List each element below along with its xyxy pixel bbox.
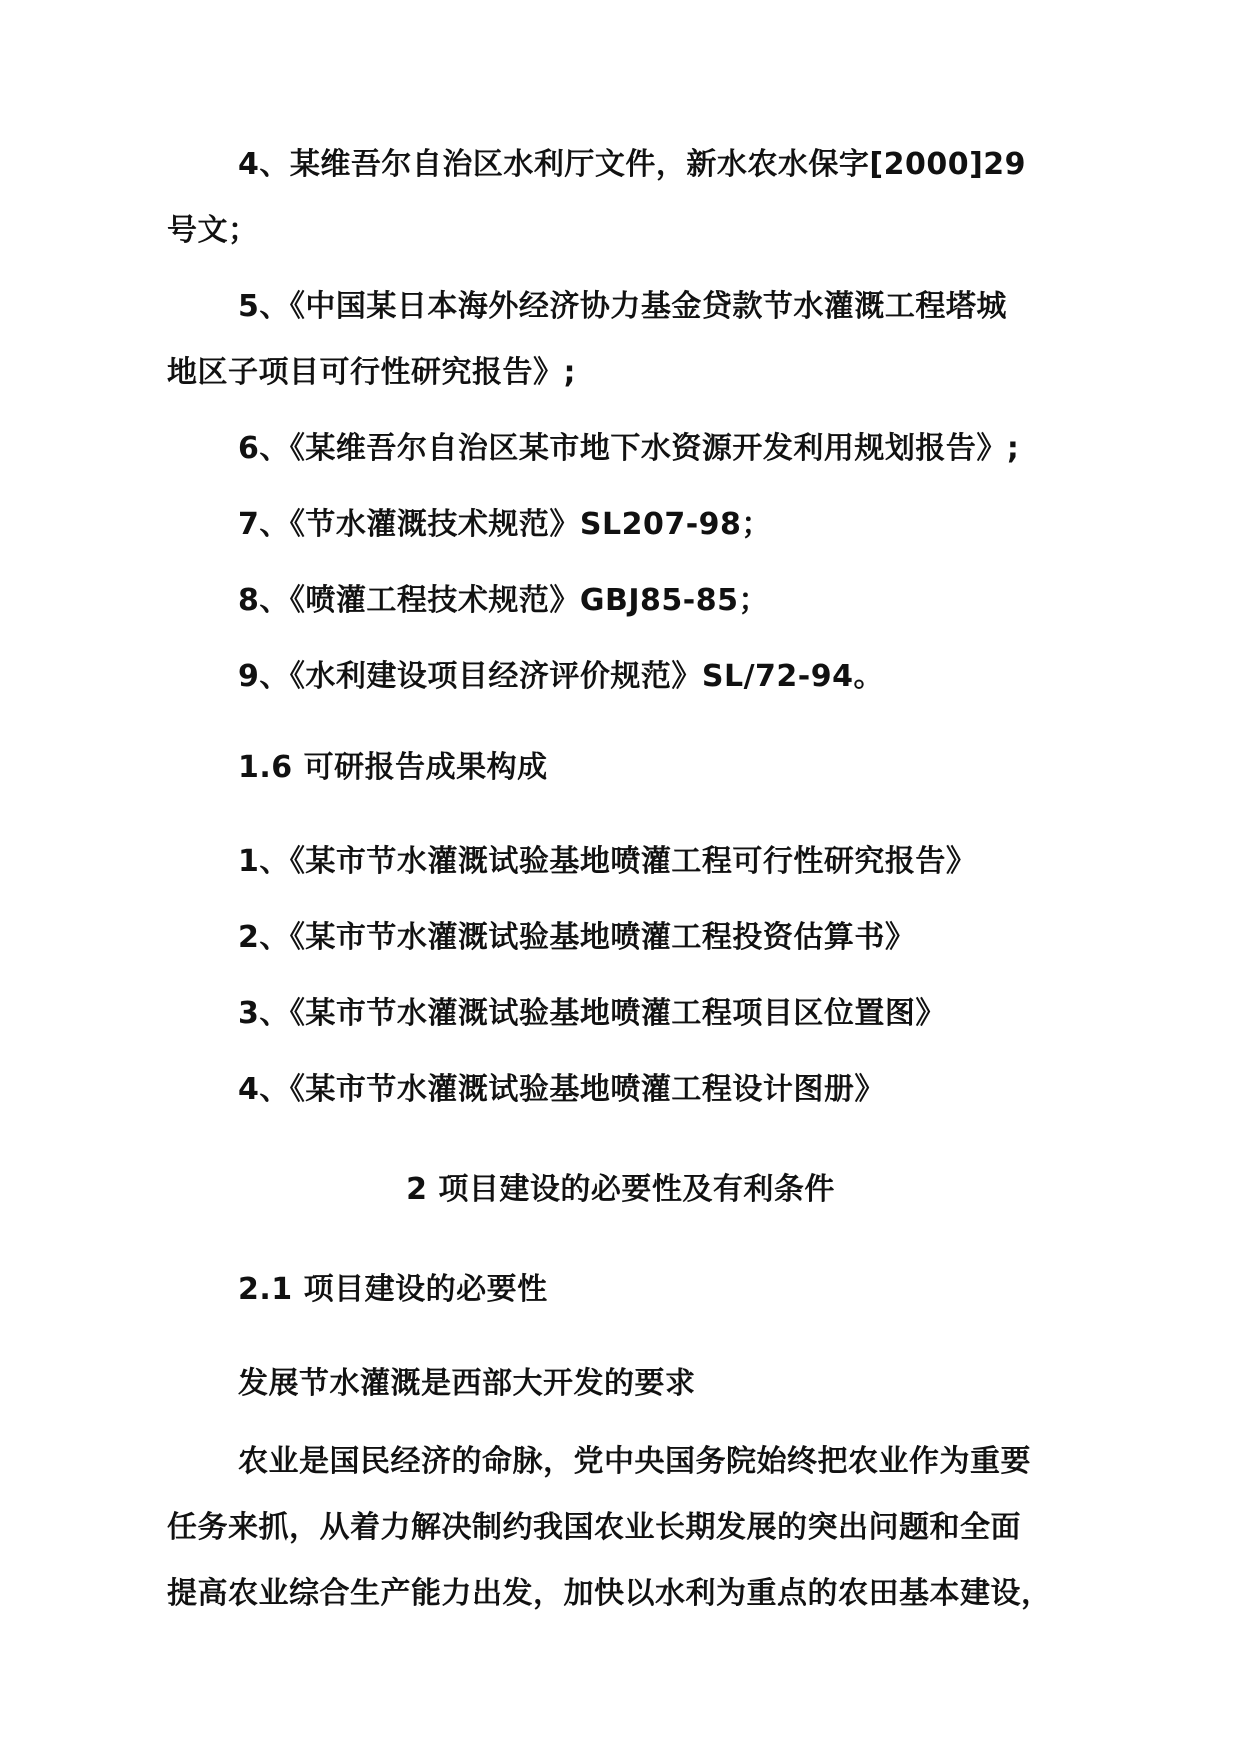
chapter-heading-2: 2 项目建设的必要性及有利条件 (406, 1172, 835, 1207)
section-heading-1-6: 1.6 可研报告成果构成 (238, 750, 548, 785)
body-paragraph-line-2: 任务来抓，从着力解决制约我国农业长期发展的突出问题和全面 (167, 1510, 1021, 1545)
section-heading-2-1: 2.1 项目建设的必要性 (238, 1272, 548, 1307)
reference-item-4-line-1: 4、某维吾尔自治区水利厅文件，新水农水保字[2000]29 (238, 147, 1027, 182)
deliverable-item-2: 2、《某市节水灌溉试验基地喷灌工程投资估算书》 (238, 920, 916, 955)
reference-item-7: 7、《节水灌溉技术规范》SL207-98； (238, 507, 772, 542)
reference-item-5-line-2: 地区子项目可行性研究报告》; (167, 355, 576, 390)
body-paragraph-line-1: 农业是国民经济的命脉，党中央国务院始终把农业作为重要 (238, 1444, 1031, 1479)
body-paragraph-line-3: 提高农业综合生产能力出发，加快以水利为重点的农田基本建设， (167, 1576, 1052, 1611)
reference-item-4-line-2: 号文； (167, 213, 259, 248)
reference-item-8: 8、《喷灌工程技术规范》GBJ85-85； (238, 583, 769, 618)
deliverable-item-1: 1、《某市节水灌溉试验基地喷灌工程可行性研究报告》 (238, 844, 977, 879)
deliverable-item-4: 4、《某市节水灌溉试验基地喷灌工程设计图册》 (238, 1072, 885, 1107)
reference-item-5-line-1: 5、《中国某日本海外经济协力基金贷款节水灌溉工程塔城 (238, 289, 1007, 324)
deliverable-item-3: 3、《某市节水灌溉试验基地喷灌工程项目区位置图》 (238, 996, 946, 1031)
reference-item-6: 6、《某维吾尔自治区某市地下水资源开发利用规划报告》; (238, 431, 1020, 466)
reference-item-9: 9、《水利建设项目经济评价规范》SL/72-94。 (238, 659, 885, 694)
subheading-water-saving: 发展节水灌溉是西部大开发的要求 (238, 1366, 696, 1401)
